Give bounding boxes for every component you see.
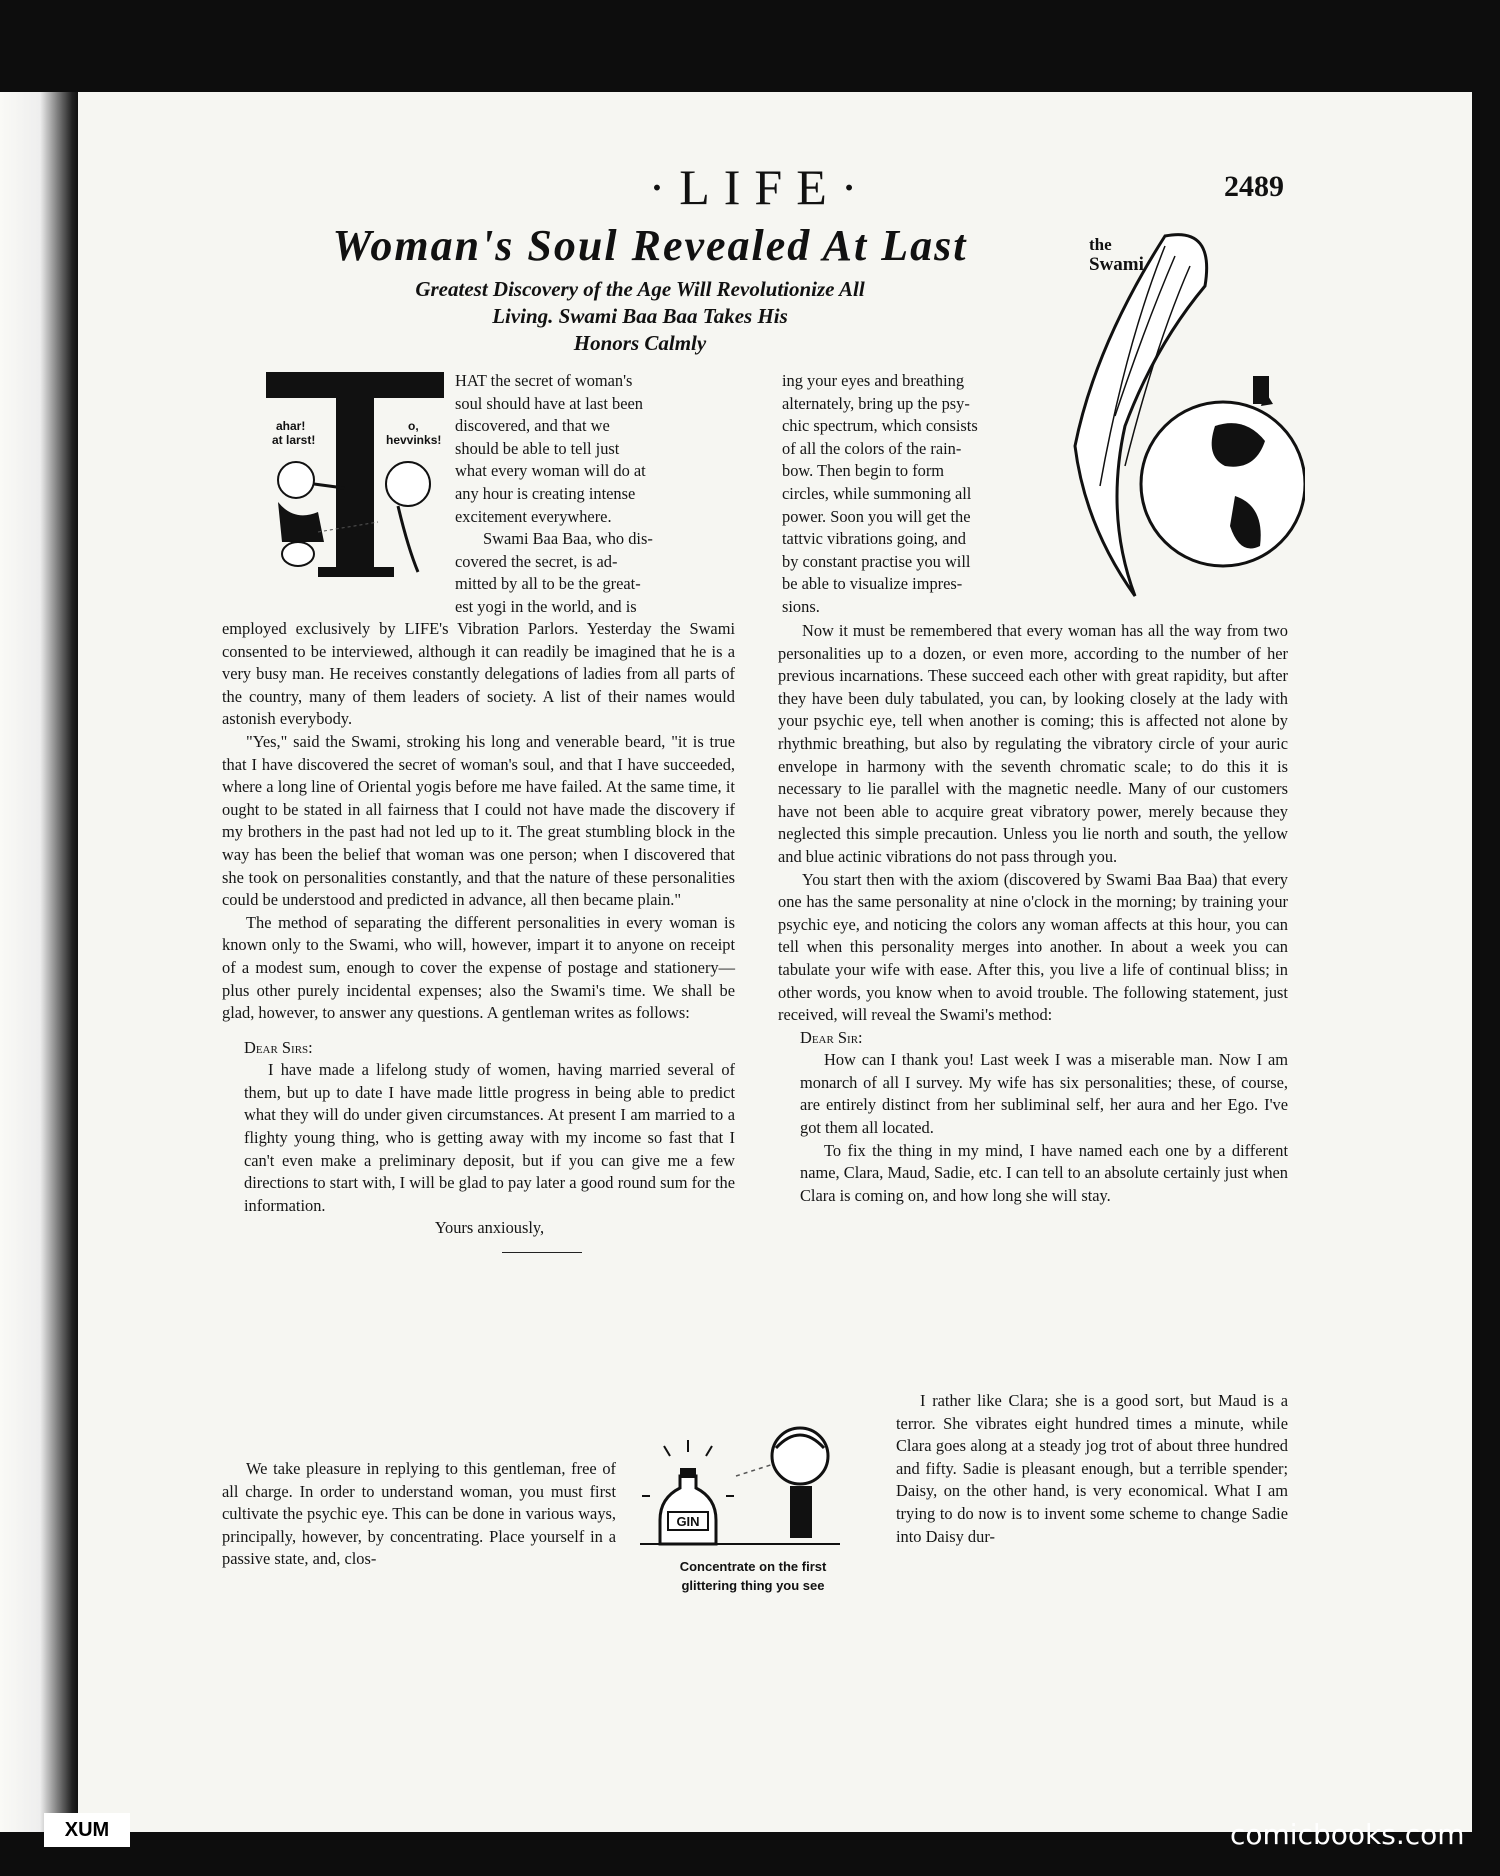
letter-salutation: Dear Sir: [800, 1027, 863, 1047]
text-line: by constant practise you will [782, 551, 971, 571]
article-subtitle [340, 276, 940, 357]
letter-one [244, 1037, 735, 1240]
masthead: ·LIFE· [648, 159, 872, 215]
text-line: excitement everywhere. [455, 506, 612, 526]
paragraph: "Yes," said the Swami, stroking his long and venerable beard, "it is true that I have discovered the secret of woman's soul, and that I have succeeded, where a long line of Oriental yogis before me have failed. At the same time, it ought to be stated in all fairness that I could not have made the discovery if my brothers in the past had not led up to it. The great stumbling block in the way has been the belief that woman was one person; when I discovered that she took on personalities constantly, and that the nature of these personalities could be understood and predicted in advance, all then became plain." [222, 731, 735, 910]
text-line: ing your eyes and breathing [782, 371, 965, 390]
letter-signoff: Yours anxiously, [434, 1218, 545, 1238]
book-spine [0, 92, 78, 1832]
text-line: covered the secret, is ad- [455, 551, 618, 571]
text-line: circles, while summoning all [782, 483, 972, 503]
paragraph: We take pleasure in replying to this gentleman, free of all charge. In order to understand woman, you must first cultivate the psychic eye. This can be done in various ways, principally, however, by concentrating. Place yourself in a passive state, and, clos- [222, 1459, 616, 1569]
paragraph: The method of separating the different personalities in every woman is known only to the Swami, who will, however, impart it to anyone on receipt of a modest sum, enough to cover the expense of postage and stationery—plus other purely incidental expenses; also the Swami's time. We shall be glad, however, to answer any questions. A gentleman writes as follows: [222, 912, 735, 1023]
text-line: HAT the secret of woman's [455, 371, 633, 390]
text-line: sions. [782, 596, 820, 616]
speech-right-2: hevvinks! [386, 433, 442, 447]
reply-paragraph [222, 1458, 616, 1571]
text-line: any hour is creating intense [455, 483, 636, 503]
article-title: Woman's Soul Revealed At Last [332, 221, 968, 270]
letter-salutation: Dear Sirs: [244, 1037, 313, 1057]
paragraph: Now it must be remembered that every woman has all the way from two personalities up to a dozen, or even more, according to the number of her previous incarnations. These succeed each other with great rapidity, but after they have been duly tabulated, you can, by looking closely at the lady with your psychic eye, tell when another is coming; this is affected not alone by rhythmic breathing, but also by regulating the vibratory circle of your auric envelope in harmony with the seventh chromatic scale; to do this it is necessary to lie parallel with the magnetic needle. Many of our customers have not been able to acquire great vibratory power, merely because they neglected this simple precaution. Unless you lie north and south, the yellow and blue actinic vibrations do not pass through you. [778, 621, 1288, 866]
text-line: Swami Baa Baa, who dis- [483, 529, 653, 549]
subtitle-line: Honors Calmly [573, 331, 707, 355]
watermark-brand: comicbooks.com [1230, 1818, 1465, 1851]
right-column-top [782, 370, 1050, 619]
text-line: bow. Then begin to form [782, 461, 945, 481]
swami-illustration [1065, 226, 1305, 606]
dropcap-intro-text [455, 370, 735, 619]
paragraph: I rather like Clara; she is a good sort, but Maud is a terror. She vibrates eight hundred times a minute, while Clara goes along at a steady jog trot of about three hundred and fifty. Sadie is pleasant enough, but a terrible spender; Daisy, on the other hand, is very economical. What I am trying to do now is to invent some scheme to change Sadie into Daisy dur- [896, 1391, 1288, 1546]
caption-line: Concentrate on the first [679, 1559, 827, 1574]
paragraph: You start then with the axiom (discovered by Swami Baa Baa) that every one has the same personality at nine o'clock in the morning; by training your psychic eye, and noticing the colors any woman affects at this hour, you can tell when this personality merges into another. In about a week you can tabulate your wife with ease. After this, you live a life of continual bliss; in other words, you know when to avoid trouble. The following statement, just received, will reveal the Swami's method: [778, 869, 1288, 1025]
letter-body: I have made a lifelong study of women, having married several of them, but up to date I have made little progress in being able to predict what they will do under given circumstances. At present I am married to a flighty young thing, who is getting away with my income so fast that I can't even make a preliminary deposit, but if you can give me a few directions to start with, I will be glad to pay later a good round sum for the information. [244, 1060, 735, 1215]
subtitle-line: Living. Swami Baa Baa Takes His [492, 304, 788, 328]
paragraph: employed exclusively by LIFE's Vibration Parlors. Yesterday the Swami consented to be interviewed, although it can readily be imagined that he is a very busy man. He receives constantly delegations of ladies from all parts of the country, many of them leaders of society. A list of their names would astonish everybody. [222, 619, 735, 729]
speech-right-1: o, [408, 419, 419, 433]
text-line: tattvic vibrations going, and [782, 529, 966, 549]
letter-paragraph: To fix the thing in my mind, I have named each one by a different name, Clara, Maud, Sadie, etc. I can tell to an absolute certainly just when Clara is coming on, and how long she will stay. [800, 1140, 1288, 1205]
page-number: 2489 [1224, 170, 1284, 203]
scan-tag: XUM [44, 1813, 130, 1847]
letter-two [800, 1027, 1288, 1208]
right-column-bottom [896, 1390, 1288, 1548]
caption-line: glittering thing you see [681, 1578, 825, 1593]
section-divider [502, 1252, 582, 1253]
text-line: power. Soon you will get the [782, 506, 971, 526]
gin-illustration [640, 1416, 860, 1556]
text-line: est yogi in the world, and is [455, 596, 637, 616]
letter-paragraph: How can I thank you! Last week I was a miserable man. Now I am monarch of all I survey. My wife has six personalities; these, of course, are entirely distinct from her subliminal self, her aura and her Ego. I've got them all located. [800, 1050, 1288, 1138]
text-line: should be able to tell just [455, 438, 620, 458]
speech-left-2: at larst! [272, 433, 316, 447]
illustration-caption [648, 1557, 858, 1595]
subtitle-line: Greatest Discovery of the Age Will Revolutionize All [415, 277, 865, 301]
swami-label-1: the [1089, 235, 1112, 254]
text-line: be able to visualize impres- [782, 574, 963, 594]
text-line: of all the colors of the rain- [782, 438, 962, 458]
gin-label: GIN [676, 1514, 700, 1529]
text-line: discovered, and that we [455, 416, 610, 436]
right-column [778, 620, 1288, 1207]
text-line: what every woman will do at [455, 461, 646, 481]
text-line: alternately, bring up the psy- [782, 393, 970, 413]
text-line: mitted by all to be the great- [455, 574, 641, 594]
text-line: chic spectrum, which consists [782, 416, 978, 436]
text-line: soul should have at last been [455, 393, 643, 413]
left-column [222, 618, 735, 1267]
speech-left-1: ahar! [276, 419, 306, 433]
swami-label-2: Swami [1089, 254, 1144, 275]
dropcap-illustration [258, 372, 453, 582]
